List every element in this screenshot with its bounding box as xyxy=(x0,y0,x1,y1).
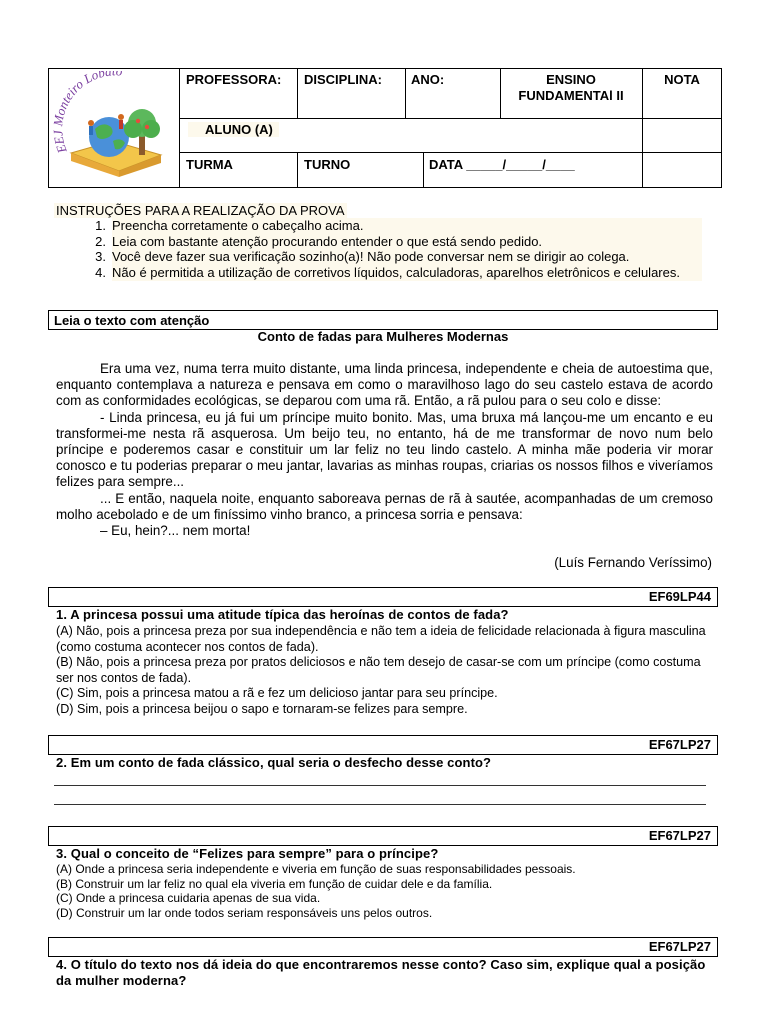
option-d[interactable]: (D) Sim, pois a princesa beijou o sapo e tornaram-se felizes para sempre. xyxy=(56,701,468,716)
aluno-label: ALUNO (A) xyxy=(188,122,279,137)
ensino-label: ENSINO FUNDAMENTAl II xyxy=(518,72,624,103)
option-b[interactable]: (B) Construir um lar feliz no qual ela viveria em função de cuidar dele e da família. xyxy=(56,876,493,891)
ano-label: ANO: xyxy=(411,72,445,87)
story-paragraph: Era uma vez, numa terra muito distante, uma linda princesa, independente e cheia de autoestima que, enquanto contemplava a natureza e pensava em como o maravilhoso lago do seu castelo estava de acordo com as conformidades ecológicas, se deparou com uma rã. Então, a rã pulou para o seu colo e disse: xyxy=(56,361,713,409)
skill-code: EF67LP27 xyxy=(648,737,711,752)
answer-line[interactable] xyxy=(54,803,706,805)
question-2-bar xyxy=(48,735,718,755)
header-table xyxy=(48,68,722,188)
professora-label: PROFESSORA: xyxy=(186,72,282,87)
question-1-bar xyxy=(48,587,718,607)
question-3-title: 3. Qual o conceito de “Felizes para sempre” para o príncipe? xyxy=(56,846,439,861)
skill-code: EF67LP27 xyxy=(648,828,711,843)
question-3-bar xyxy=(48,826,718,846)
answer-line[interactable] xyxy=(54,784,706,786)
story-author: (Luís Fernando Veríssimo) xyxy=(554,555,712,570)
school-logo xyxy=(53,71,173,185)
story-paragraph: ... E então, naquela noite, enquanto saboreava pernas de rã à sautée, acompanhadas de um cremoso molho acebolado e de um finíssimo vinho branco, a princesa sorria e pensava: xyxy=(56,490,713,522)
option-c[interactable]: (C) Sim, pois a princesa matou a rã e fez um delicioso jantar para seu príncipe. xyxy=(56,686,498,701)
question-1-options xyxy=(56,624,716,718)
reading-bar-label: Leia o texto com atenção xyxy=(54,313,210,328)
option-a[interactable]: (A) Não, pois a princesa preza por sua independência e não tem a ideia de felicidade relacionada à figura masculina (como costuma acontecer nos contos de fada). xyxy=(56,624,706,654)
data-field: DATA _____/_____/____ xyxy=(429,157,575,172)
logo-image xyxy=(53,71,173,185)
turno-label: TURNO xyxy=(304,157,351,172)
skill-code: EF69LP44 xyxy=(648,589,711,604)
story-paragraph: - Linda princesa, eu já fui um príncipe muito bonito. Mas, uma bruxa má lançou-me um encanto e eu transformei-me nesta rã asquerosa. Um beijo teu, no entanto, há de me transformar de novo num belo príncipe e poderemos casar e constituir um lar feliz no teu lindo castelo. A minha mãe poderia vir morar conosco e tu poderias preparar o meu jantar, lavarias as minhas roupas, criarias os nossos filhos e viveríamos felizes para sempre... xyxy=(56,409,713,490)
question-4-bar xyxy=(48,937,718,957)
instructions-title: INSTRUÇÕES PARA A REALIZAÇÃO DA PROVA xyxy=(56,203,345,218)
option-a[interactable]: (A) Onde a princesa seria independente e viveria em função de suas responsabilidades pessoais. xyxy=(56,862,576,876)
question-3-options xyxy=(56,862,716,920)
story-title: Conto de fadas para Mulheres Modernas xyxy=(257,329,509,344)
turma-label: TURMA xyxy=(186,157,233,172)
option-d[interactable]: (D) Construir um lar onde todos seriam responsáveis uns pelos outros. xyxy=(56,905,433,920)
svg-text:EEJ Monteiro Lobato: E onteiro Loba xyxy=(53,71,113,156)
disciplina-label: DISCIPLINA: xyxy=(304,72,382,87)
question-2-title: 2. Em um conto de fada clássico, qual seria o desfecho desse conto? xyxy=(56,755,492,770)
option-b[interactable]: (B) Não, pois a princesa preza por pratos deliciosos e não tem desejo de casar-se com um príncipe (como costuma ser nos contos de fada). xyxy=(56,655,701,685)
question-1-title: 1. A princesa possui uma atitude típica das heroínas de contos de fada? xyxy=(56,607,509,622)
story-paragraph: – Eu, hein?... nem morta! xyxy=(100,523,251,539)
question-4-title: 4. O título do texto nos dá ideia do que encontraremos nesse conto? Caso sim, explique qual a posição da mulher moderna? xyxy=(56,957,706,988)
reading-bar xyxy=(48,310,718,330)
nota-label: NOTA xyxy=(664,72,700,87)
story-text xyxy=(56,361,713,539)
option-c[interactable]: (C) Onde a princesa cuidaria apenas de sua vida. xyxy=(56,891,321,906)
skill-code: EF67LP27 xyxy=(648,939,711,954)
